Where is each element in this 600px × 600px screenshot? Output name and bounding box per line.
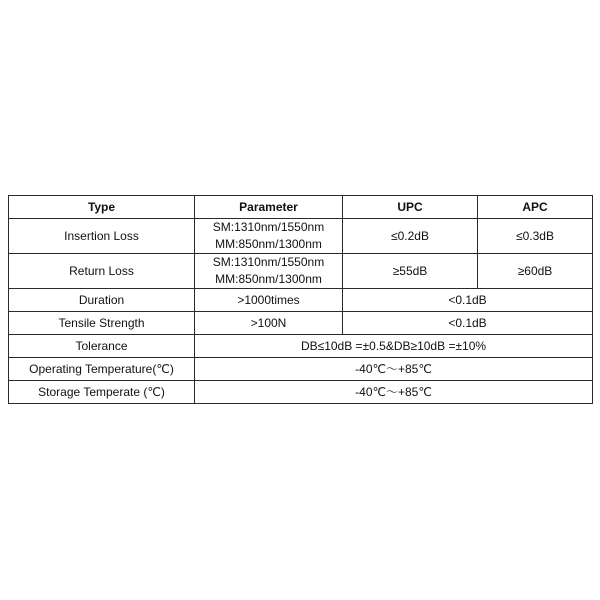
cell-type: Duration xyxy=(9,289,195,312)
cell-type: Tolerance xyxy=(9,335,195,358)
table-row-operating-temperature xyxy=(9,358,593,381)
header-type: Type xyxy=(9,196,195,219)
header-apc: APC xyxy=(478,196,593,219)
parameter-line-mm: MM:850nm/1300nm xyxy=(215,237,322,251)
table-row-storage-temperature xyxy=(9,381,593,404)
parameter-line-sm: SM:1310nm/1550nm xyxy=(212,255,325,269)
cell-apc: ≥60dB xyxy=(478,254,593,289)
header-upc: UPC xyxy=(343,196,478,219)
header-parameter: Parameter xyxy=(195,196,343,219)
cell-parameter xyxy=(195,219,343,254)
cell-parameter: >100N xyxy=(195,312,343,335)
cell-type: Return Loss xyxy=(9,254,195,289)
table-row-tensile-strength xyxy=(9,312,593,335)
cell-value: <0.1dB xyxy=(343,289,593,312)
cell-parameter xyxy=(195,254,343,289)
spec-table xyxy=(8,195,593,404)
parameter-line-sm: SM:1310nm/1550nm xyxy=(212,220,325,234)
cell-value: -40℃～+85℃ xyxy=(195,358,593,381)
table-row-return-loss xyxy=(9,254,593,289)
cell-upc: ≤0.2dB xyxy=(343,219,478,254)
cell-type: Tensile Strength xyxy=(9,312,195,335)
header-row xyxy=(9,196,593,219)
cell-value: -40℃～+85℃ xyxy=(195,381,593,404)
cell-value: <0.1dB xyxy=(343,312,593,335)
cell-type: Insertion Loss xyxy=(9,219,195,254)
table-row-tolerance xyxy=(9,335,593,358)
cell-value: DB≤10dB =±0.5&DB≥10dB =±10% xyxy=(195,335,593,358)
table-row-insertion-loss xyxy=(9,219,593,254)
cell-apc: ≤0.3dB xyxy=(478,219,593,254)
parameter-line-mm: MM:850nm/1300nm xyxy=(215,272,322,286)
cell-parameter: >1000times xyxy=(195,289,343,312)
cell-type: Operating Temperature(℃) xyxy=(9,358,195,381)
cell-type: Storage Temperate (℃) xyxy=(9,381,195,404)
table-row-duration xyxy=(9,289,593,312)
cell-upc: ≥55dB xyxy=(343,254,478,289)
